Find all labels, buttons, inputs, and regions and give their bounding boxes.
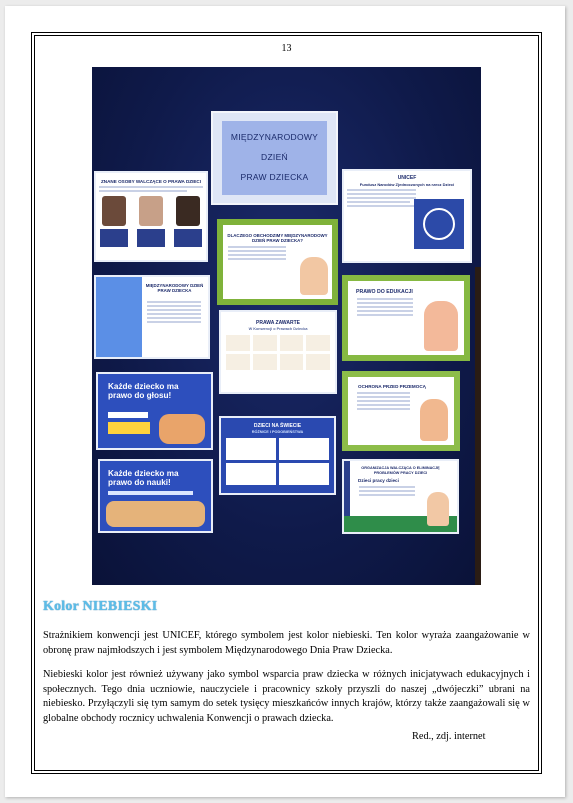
poster-znane-osoby — [94, 171, 208, 262]
poster-prawa-zawarte-subtitle: W Konwencji o Prawach Dziecka — [248, 327, 308, 331]
poster-ochrona-title: OCHRONA PRZED PRZEMOCĄ — [358, 384, 426, 389]
unicef-logo-icon — [414, 199, 464, 249]
article-paragraph-2: Niebieski kolor jest również używany jako symbol wsparcia praw dziecka w różnych inicjatywach edukacyjnych i społecznych. Tego dnia uczniowie, nauczyciele i pracownicy szkoły przyszli do naszej „dwójeczki” ubrani na niebiesko. Przyłączyli się tym samym do setek tysięcy mieszkańców innych krajów, którzy także zaangażowali się w globalne obchody rocznicy uchwalenia Konwencji o prawach dziecka. — [43, 669, 530, 724]
poster-dzieci-swiecie-title: DZIECI NA ŚWIECIE — [253, 423, 302, 429]
poster-eliminacja-title: ORGANIZACJA WALCZĄCA O ELIMINACJĘ PROBLEMÓW PRACY DZIECI — [361, 466, 440, 475]
poster-mdpd — [94, 275, 210, 359]
photo-poster-board — [92, 67, 481, 585]
page-number: 13 — [281, 43, 292, 54]
poster-znane-osoby-title: ZNANE OSOBY WALCZĄCE O PRAWA DZIECI — [100, 179, 202, 184]
poster-prawa-zawarte-title: PRAWA ZAWARTE — [256, 320, 300, 326]
poster-center-title — [211, 111, 338, 205]
poster-ochrona — [342, 371, 460, 451]
pencils-illustration — [96, 277, 142, 357]
poster-praca-title: Dzieci pracy dzieci — [358, 478, 399, 483]
poster-prawo-edukacji-title: PRAWO DO EDUKACJI — [356, 289, 413, 295]
poster-kazde-glos-title: Każde dziecko ma prawo do głosu! — [108, 382, 179, 400]
poster-eliminacja — [342, 459, 459, 534]
poster-prawo-edukacji — [342, 275, 470, 361]
poster-kazde-glos — [96, 372, 213, 450]
books-illustration — [106, 501, 205, 527]
kids-illustration — [159, 414, 205, 444]
poster-unicef-subtitle: Fundusz Narodów Zjednoczonych na rzecz Dzieci — [359, 182, 455, 187]
portrait-3 — [176, 196, 200, 226]
poster-dlaczego — [217, 219, 338, 305]
poster-dzieci-swiecie — [219, 416, 336, 495]
poster-dzieci-swiecie-subtitle: RÓŻNICE I PODOBIEŃSTWA — [251, 430, 304, 434]
children-illustration — [300, 257, 328, 295]
article-signature: Red., zdj. internet — [412, 731, 486, 742]
portrait-2 — [139, 196, 163, 226]
poster-prawa-zawarte — [219, 310, 337, 394]
poster-dlaczego-title: DLACZEGO OBCHODZIMY MIĘDZYNARODOWY DZIEŃ PRAW DZIECKA? — [227, 233, 328, 243]
article-paragraph-1: Strażnikiem konwencji jest UNICEF, którego symbolem jest kolor niebieski. Ten kolor wyraża zaangażowanie w obronę praw najmłodszych i jest symbolem Międzynarodowego Dnia Praw Dziecka. — [43, 630, 530, 656]
poster-kazde-nauka — [98, 459, 213, 533]
poster-center-line3: PRAW DZIECKA — [240, 172, 309, 182]
portrait-1 — [102, 196, 126, 226]
article-heading: Kolor NIEBIESKI — [43, 599, 158, 614]
poster-center-line1: MIĘDZYNARODOWY — [230, 132, 319, 142]
poster-unicef — [342, 169, 472, 263]
board-frame-edge — [475, 267, 481, 585]
poster-unicef-title: UNICEF — [397, 175, 417, 181]
girl-illustration — [424, 301, 458, 351]
poster-kazde-nauka-title: Każde dziecko ma prawo do nauki! — [108, 469, 179, 487]
poster-mdpd-title: MIĘDZYNARODOWY DZIEŃ PRAW DZIECKA — [145, 283, 204, 293]
boy-illustration — [420, 399, 448, 441]
poster-center-line2: DZIEŃ — [261, 152, 288, 162]
